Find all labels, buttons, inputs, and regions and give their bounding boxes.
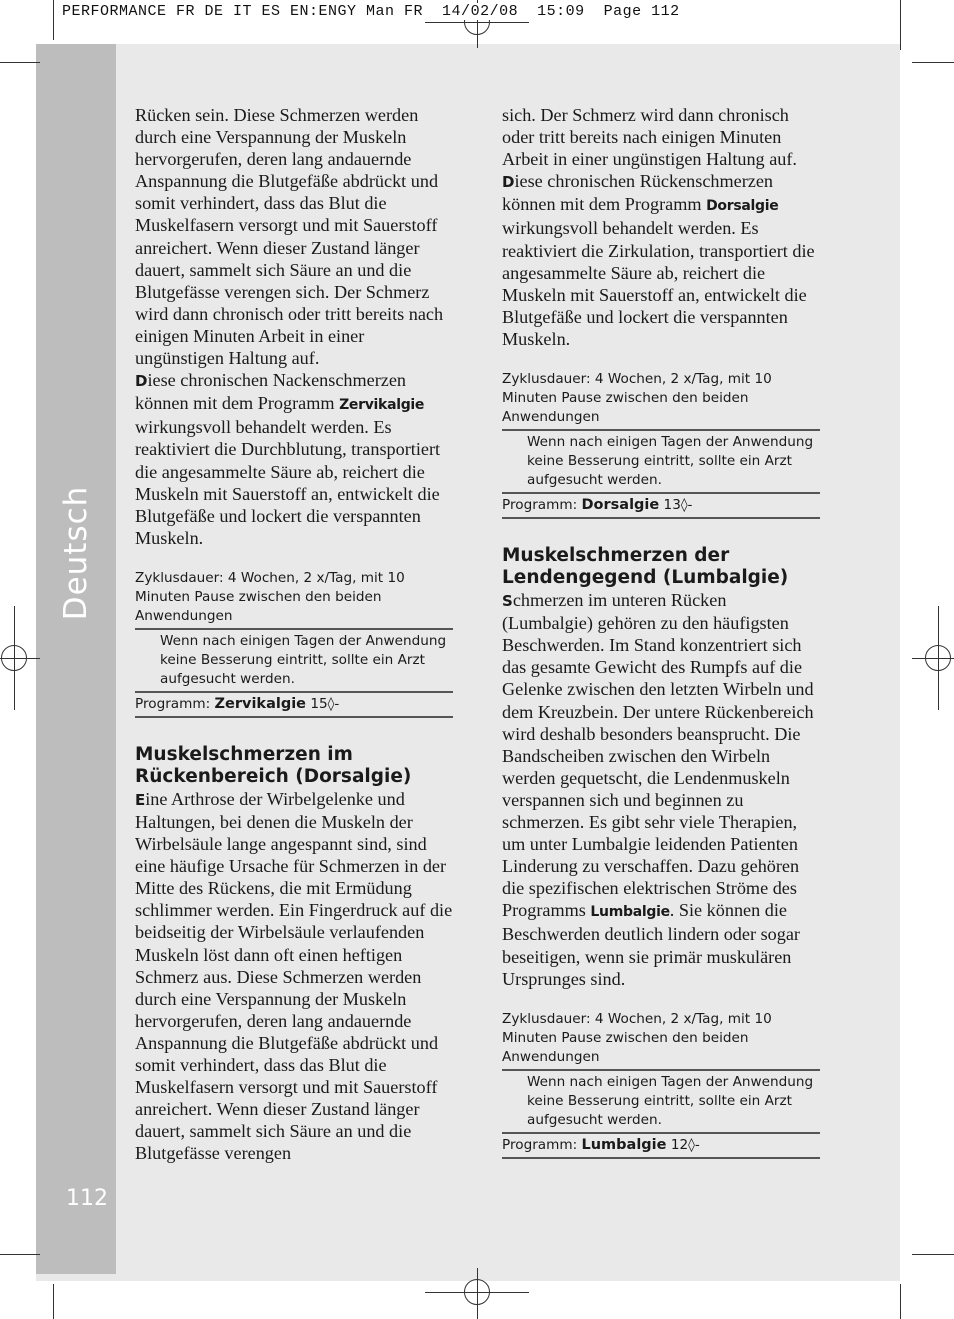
crop-mark-top-right-h [912, 62, 954, 63]
section-heading: Muskelschmerzen im Rückenbereich (Dorsalgie) [135, 743, 412, 787]
crop-mark-bottom-left-h [0, 1254, 40, 1255]
program-name: Zervikalgie [339, 397, 425, 414]
right-column [502, 104, 820, 1159]
program-name: Dorsalgie [706, 198, 779, 215]
initial-letter: D [135, 372, 148, 391]
initial-letter: E [135, 790, 146, 809]
info-box [502, 370, 820, 519]
info-box [135, 569, 453, 718]
doctor-note: Wenn nach einigen Tagen der Anwendung keine Besserung eintritt, sollte ein Arzt aufgesucht werden. [502, 431, 820, 494]
body-text: wirkungsvoll behandelt werden. Es reaktiviert die Zirkulation, transportiert die angesammelte Säure ab, reichert die Muskeln mit Sauerstoff an, entwickelt die Blutgefäße und lockert die verspannten Muskeln. [502, 218, 815, 349]
cycle-duration: Zyklusdauer: 4 Wochen, 2 x/Tag, mit 10 Minuten Pause zwischen den beiden Anwendungen [502, 1010, 820, 1071]
body-text: iese chronischen Nackenschmerzen können mit dem Programm [135, 370, 406, 414]
program-number: 13◊- [659, 497, 693, 514]
crop-mark-top-left-h [0, 62, 40, 63]
info-box [502, 1010, 820, 1159]
program-label: Programm: [502, 497, 582, 514]
registration-right-circle [925, 645, 951, 671]
body-paragraph: Rücken sein. Diese Schmerzen werden durch eine Verspannung der Muskeln hervorgerufen, deren lang andauernde Anspannung die Blutgefäße abdrückt und somit verhindert, dass das Blut die Muskelfasern versorgt und mit Sauerstoff anreichert. Wenn dieser Zustand länger dauert, sammelt sich Säure an und die Blutgefässe verengen sich. Der Schmerz wird dann chronisch oder tritt bereits nach einigen Minuten Arbeit in einer ungünstigen Haltung auf. [135, 105, 444, 369]
program-label: Programm: [502, 1136, 582, 1153]
section [135, 744, 453, 1165]
section-heading: Muskelschmerzen der Lendengegend (Lumbalgie) [502, 545, 789, 589]
body-paragraph [502, 589, 820, 990]
program-label: Programm: [135, 695, 215, 712]
program-name: Dorsalgie [581, 497, 660, 514]
program-name: Zervikalgie [214, 695, 307, 712]
language-label: Deutsch [58, 485, 94, 621]
sidebar [36, 44, 116, 1274]
body-text: wirkungsvoll behandelt werden. Es reaktiviert die Durchblutung, transportiert die angesammelte Säure ab, reichert die Muskeln mit Sauerstoff an, entwickelt die Blutgefäße und lockert die verspannten Muskeln. [135, 417, 441, 548]
crop-mark-bottom-right-h [912, 1254, 954, 1255]
body-text: ine Arthrose der Wirbelgelenke und Haltungen, bei denen die Muskeln der Wirbelsäule lange angespannt sind, sind eine häufige Ursache für Schmerzen in der Mitte des Rückens, die mit Ermüdung schlimmer werden. Ein Fingerdruck auf die beidseitig der Wirbelsäule verlaufenden Muskeln löst dann oft einen heftigen Schmerz aus. Diese Schmerzen werden durch eine Verspannung der Muskeln hervorgerufen, deren lang andauernde Anspannung die Blutgefäße abdrückt und somit verhindert, dass das Blut die Muskelfasern versorgt und mit Sauerstoff anreichert. Wenn dieser Zustand länger dauert, sammelt sich Säure an und die Blutgefässe verengen [135, 788, 453, 1164]
program-line [502, 1134, 820, 1159]
left-column [135, 104, 453, 1164]
program-number: 15◊- [306, 695, 340, 712]
cycle-duration: Zyklusdauer: 4 Wochen, 2 x/Tag, mit 10 Minuten Pause zwischen den beiden Anwendungen [502, 370, 820, 431]
program-line [135, 693, 453, 718]
page-number: 112 [66, 1186, 108, 1211]
section [502, 545, 820, 990]
program-line [502, 494, 820, 519]
crop-mark-top-left-v [53, 0, 54, 40]
body-text: chmerzen im unteren Rücken (Lumbalgie) gehören zu den häufigsten Beschwerden. Im Stand konzentriert sich das gesamte Gewicht des Rumpfs auf die Gelenke zwischen den letzten Wirbeln und dem Kreuzbein. Der untere Rückenbereich wird deshalb besonders beansprucht. Die Bandscheiben zwischen den Wirbeln werden gequetscht, die Lendenmuskeln verspannen sich und beginnen zu schmerzen. Es gibt sehr viele Therapien, um unter Lumbalgie leidenden Patienten Linderung zu verschaffen. Dazu gehören die spezifischen elektrischen Ströme des Programms [502, 590, 814, 921]
program-name: Lumbalgie [590, 904, 670, 921]
body-paragraph [135, 369, 453, 549]
initial-letter: S [502, 592, 513, 611]
registration-left-circle [1, 645, 27, 671]
body-text: . Sie können die Beschwerden deutlich lindern oder sogar beseitigen, wenn sie primär muskulären Ursprunges sind. [502, 900, 800, 989]
body-paragraph: sich. Der Schmerz wird dann chronisch oder tritt bereits nach einigen Minuten Arbeit in einer ungünstigen Haltung auf. [502, 105, 797, 170]
crop-mark-bottom-left-v [53, 1284, 54, 1319]
body-paragraph [135, 788, 453, 1165]
body-text: iese chronischen Rückenschmerzen können mit dem Programm [502, 171, 774, 215]
cycle-duration: Zyklusdauer: 4 Wochen, 2 x/Tag, mit 10 Minuten Pause zwischen den beiden Anwendungen [135, 569, 453, 630]
registration-bottom-circle [464, 1279, 490, 1305]
crop-mark-bottom-right-v [900, 1284, 901, 1319]
print-header: PERFORMANCE FR DE IT ES EN:ENGY Man FR 14/02/08 15:09 Page 112 [62, 3, 680, 20]
initial-letter: D [502, 173, 515, 192]
doctor-note: Wenn nach einigen Tagen der Anwendung keine Besserung eintritt, sollte ein Arzt aufgesucht werden. [135, 630, 453, 693]
doctor-note: Wenn nach einigen Tagen der Anwendung keine Besserung eintritt, sollte ein Arzt aufgesucht werden. [502, 1071, 820, 1134]
program-name: Lumbalgie [581, 1136, 667, 1153]
crop-mark-top-right-v [900, 0, 901, 50]
program-number: 12◊- [666, 1136, 700, 1153]
body-paragraph [502, 170, 820, 350]
